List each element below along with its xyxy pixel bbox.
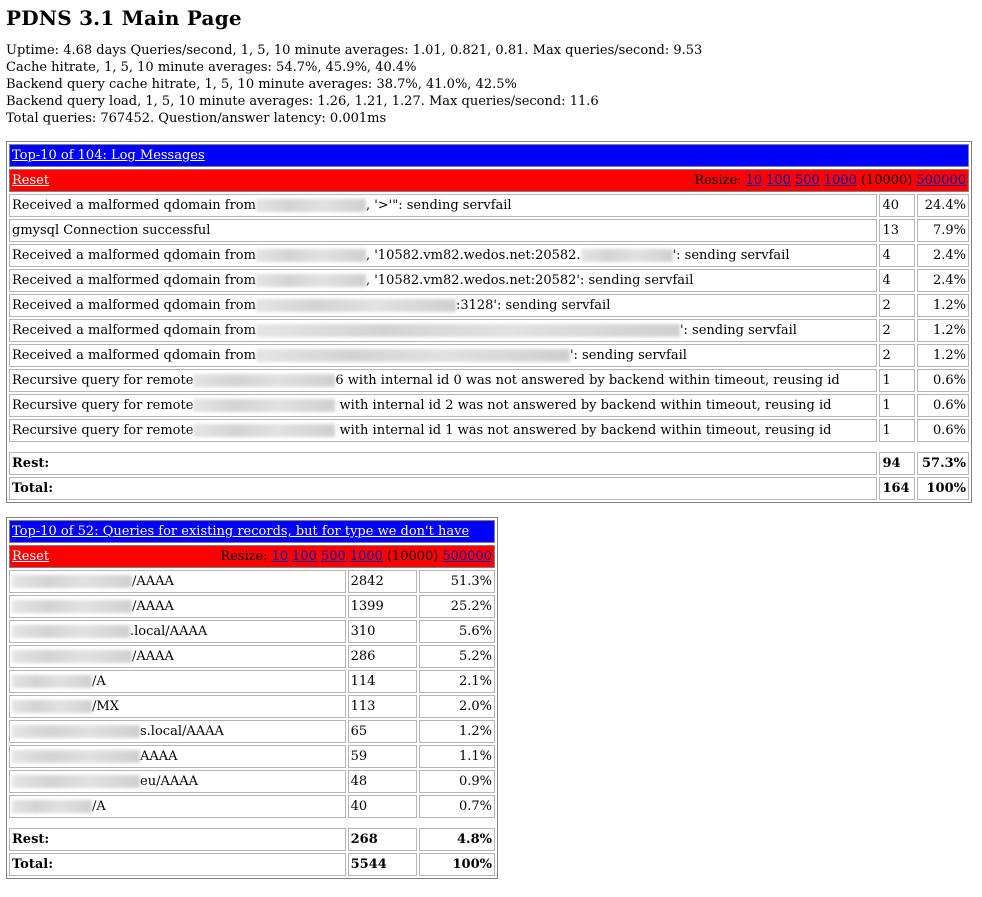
redacted-url: [256, 349, 570, 362]
log-message-cell: Received a malformed qdomain from ': sending servfail: [9, 319, 877, 342]
resize-500-link[interactable]: 500: [794, 173, 820, 188]
log-count-cell: 13: [879, 219, 915, 242]
log-pct-cell: 7.9%: [917, 219, 969, 242]
records-total-row: [9, 853, 495, 876]
log-message-cell: Received a malformed qdomain from :3128': sending servfail: [9, 294, 877, 317]
resize-label: Resize:: [694, 173, 742, 188]
records-rest-pct: 4.8%: [419, 828, 495, 851]
log-table-header: [9, 144, 969, 167]
log-table-controls: [9, 169, 969, 192]
table-row: [9, 344, 969, 367]
table-row: [9, 269, 969, 292]
stats-backend-load-line: Backend query load, 1, 5, 10 minute averages: 1.26, 1.21, 1.27. Max queries/second: 11.6: [6, 94, 599, 109]
redacted-host: [12, 800, 92, 813]
stats-total-line: Total queries: 767452. Question/answer latency: 0.001ms: [6, 111, 387, 126]
table-row: [9, 219, 969, 242]
table-row: [9, 670, 495, 693]
records-total-count: 5544: [348, 853, 418, 876]
records-resize-controls: [220, 549, 492, 564]
resize-label: Resize:: [220, 549, 268, 564]
table-row: [9, 645, 495, 668]
record-count-cell: 286: [348, 645, 418, 668]
record-pct-cell: 5.2%: [419, 645, 495, 668]
record-count-cell: 113: [348, 695, 418, 718]
table-row: [9, 795, 495, 818]
record-count-cell: 40: [348, 795, 418, 818]
log-pct-cell: 0.6%: [917, 369, 969, 392]
records-rest-label: Rest:: [9, 828, 346, 851]
stats-block: [6, 42, 976, 127]
log-pct-cell: 24.4%: [917, 194, 969, 217]
table-row: [9, 720, 495, 743]
record-pct-cell: 0.9%: [419, 770, 495, 793]
log-message-cell: Received a malformed qdomain from , '10582.vm82.wedos.net:20582. ': sending servfail: [9, 244, 877, 267]
log-total-pct: 100%: [917, 477, 969, 500]
record-pct-cell: 1.2%: [419, 720, 495, 743]
log-count-cell: 2: [879, 319, 915, 342]
resize-10-link[interactable]: 10: [271, 549, 289, 564]
record-pct-cell: 0.7%: [419, 795, 495, 818]
table-row: [9, 319, 969, 342]
stats-cache-line: Cache hitrate, 1, 5, 10 minute averages: 54.7%, 45.9%, 40.4%: [6, 60, 417, 75]
log-message-cell: Received a malformed qdomain from , '10582.vm82.wedos.net:20582': sending servfail: [9, 269, 877, 292]
log-total-label: Total:: [9, 477, 877, 500]
resize-500000-link[interactable]: 500000: [916, 173, 966, 188]
table-row: [9, 294, 969, 317]
table-row: [9, 394, 969, 417]
redacted-ip: [256, 299, 456, 312]
table-row: [9, 745, 495, 768]
record-name-cell: /AAAA: [9, 595, 346, 618]
record-name-cell: s.local/AAAA: [9, 720, 346, 743]
log-pct-cell: 2.4%: [917, 244, 969, 267]
table-row: [9, 570, 495, 593]
log-reset-link[interactable]: Reset: [12, 173, 50, 188]
log-pct-cell: 0.6%: [917, 419, 969, 442]
log-count-cell: 2: [879, 294, 915, 317]
stats-uptime-line: Uptime: 4.68 days Queries/second, 1, 5, 10 minute averages: 1.01, 0.821, 0.81. Max queries/second: 9.53: [6, 43, 703, 58]
log-count-cell: 4: [879, 269, 915, 292]
record-name-cell: /AAAA: [9, 570, 346, 593]
record-name-cell: /A: [9, 795, 346, 818]
log-pct-cell: 2.4%: [917, 269, 969, 292]
log-message-cell: Recursive query for remote 6 with internal id 0 was not answered by backend within timeout, reusing id: [9, 369, 877, 392]
table-row: [9, 419, 969, 442]
record-name-cell: .local/AAAA: [9, 620, 346, 643]
redacted-host: [12, 750, 140, 763]
record-pct-cell: 51.3%: [419, 570, 495, 593]
record-pct-cell: 2.0%: [419, 695, 495, 718]
records-table-header: [9, 520, 495, 543]
resize-current: (10000): [386, 549, 439, 564]
resize-100-link[interactable]: 100: [292, 549, 317, 564]
log-rest-row: [9, 452, 969, 475]
resize-1000-link[interactable]: 1000: [349, 549, 383, 564]
resize-500000-link[interactable]: 500000: [442, 549, 492, 564]
redacted-host: [12, 675, 92, 688]
record-pct-cell: 25.2%: [419, 595, 495, 618]
redacted-host: [12, 775, 140, 788]
records-reset-link[interactable]: Reset: [12, 549, 50, 564]
table-row: [9, 770, 495, 793]
table-row: [9, 695, 495, 718]
record-count-cell: 48: [348, 770, 418, 793]
redacted-host: [12, 650, 132, 663]
log-messages-table: [6, 141, 972, 503]
existing-records-table: [6, 517, 498, 879]
log-count-cell: 2: [879, 344, 915, 367]
records-table-title-link[interactable]: Top-10 of 52: Queries for existing records, but for type we don't have: [12, 524, 470, 539]
resize-100-link[interactable]: 100: [766, 173, 791, 188]
table-row: [9, 595, 495, 618]
table-row: [9, 194, 969, 217]
page-title: PDNS 3.1 Main Page: [6, 6, 242, 30]
redacted-ip: [256, 249, 366, 262]
records-table-controls: [9, 545, 495, 568]
log-count-cell: 1: [879, 394, 915, 417]
redacted-ip: [193, 424, 335, 437]
records-total-pct: 100%: [419, 853, 495, 876]
record-name-cell: /AAAA: [9, 645, 346, 668]
record-pct-cell: 5.6%: [419, 620, 495, 643]
redacted-host: [12, 600, 132, 613]
redacted-host: [12, 700, 92, 713]
records-total-label: Total:: [9, 853, 346, 876]
log-pct-cell: 0.6%: [917, 394, 969, 417]
log-resize-controls: [694, 173, 966, 188]
redacted-host: [12, 625, 130, 638]
log-message-cell: Recursive query for remote with internal id 1 was not answered by backend within timeout, reusing id: [9, 419, 877, 442]
record-pct-cell: 2.1%: [419, 670, 495, 693]
redacted-ip: [256, 199, 366, 212]
records-rest-count: 268: [348, 828, 418, 851]
redacted-host: [12, 725, 140, 738]
resize-current: (10000): [860, 173, 913, 188]
redacted-host: [581, 249, 673, 262]
record-name-cell: eu/AAAA: [9, 770, 346, 793]
record-name-cell: /A: [9, 670, 346, 693]
record-name-cell: AAAA: [9, 745, 346, 768]
resize-10-link[interactable]: 10: [745, 173, 763, 188]
redacted-url: [256, 324, 680, 337]
record-count-cell: 59: [348, 745, 418, 768]
log-rest-count: 94: [879, 452, 915, 475]
record-pct-cell: 1.1%: [419, 745, 495, 768]
log-total-row: [9, 477, 969, 500]
redacted-ip: [193, 374, 335, 387]
log-count-cell: 40: [879, 194, 915, 217]
log-count-cell: 1: [879, 369, 915, 392]
log-message-cell: gmysql Connection successful: [9, 219, 877, 242]
record-name-cell: /MX: [9, 695, 346, 718]
redacted-ip: [193, 399, 335, 412]
log-count-cell: 4: [879, 244, 915, 267]
log-message-cell: Received a malformed qdomain from ': sending servfail: [9, 344, 877, 367]
records-rest-row: [9, 828, 495, 851]
table-row: [9, 244, 969, 267]
log-pct-cell: 1.2%: [917, 344, 969, 367]
stats-backend-cache-line: Backend query cache hitrate, 1, 5, 10 minute averages: 38.7%, 41.0%, 42.5%: [6, 77, 517, 92]
log-pct-cell: 1.2%: [917, 319, 969, 342]
table-row: [9, 369, 969, 392]
log-message-cell: Recursive query for remote with internal id 2 was not answered by backend within timeout, reusing id: [9, 394, 877, 417]
log-total-count: 164: [879, 477, 915, 500]
log-pct-cell: 1.2%: [917, 294, 969, 317]
record-count-cell: 310: [348, 620, 418, 643]
record-count-cell: 114: [348, 670, 418, 693]
log-rest-label: Rest:: [9, 452, 877, 475]
log-rest-pct: 57.3%: [917, 452, 969, 475]
redacted-host: [12, 575, 132, 588]
log-table-title-link[interactable]: Top-10 of 104: Log Messages: [12, 148, 205, 163]
record-count-cell: 65: [348, 720, 418, 743]
table-row: [9, 620, 495, 643]
log-message-cell: Received a malformed qdomain from , '>'": sending servfail: [9, 194, 877, 217]
log-count-cell: 1: [879, 419, 915, 442]
resize-500-link[interactable]: 500: [320, 549, 346, 564]
record-count-cell: 1399: [348, 595, 418, 618]
record-count-cell: 2842: [348, 570, 418, 593]
redacted-ip: [256, 274, 366, 287]
resize-1000-link[interactable]: 1000: [823, 173, 857, 188]
